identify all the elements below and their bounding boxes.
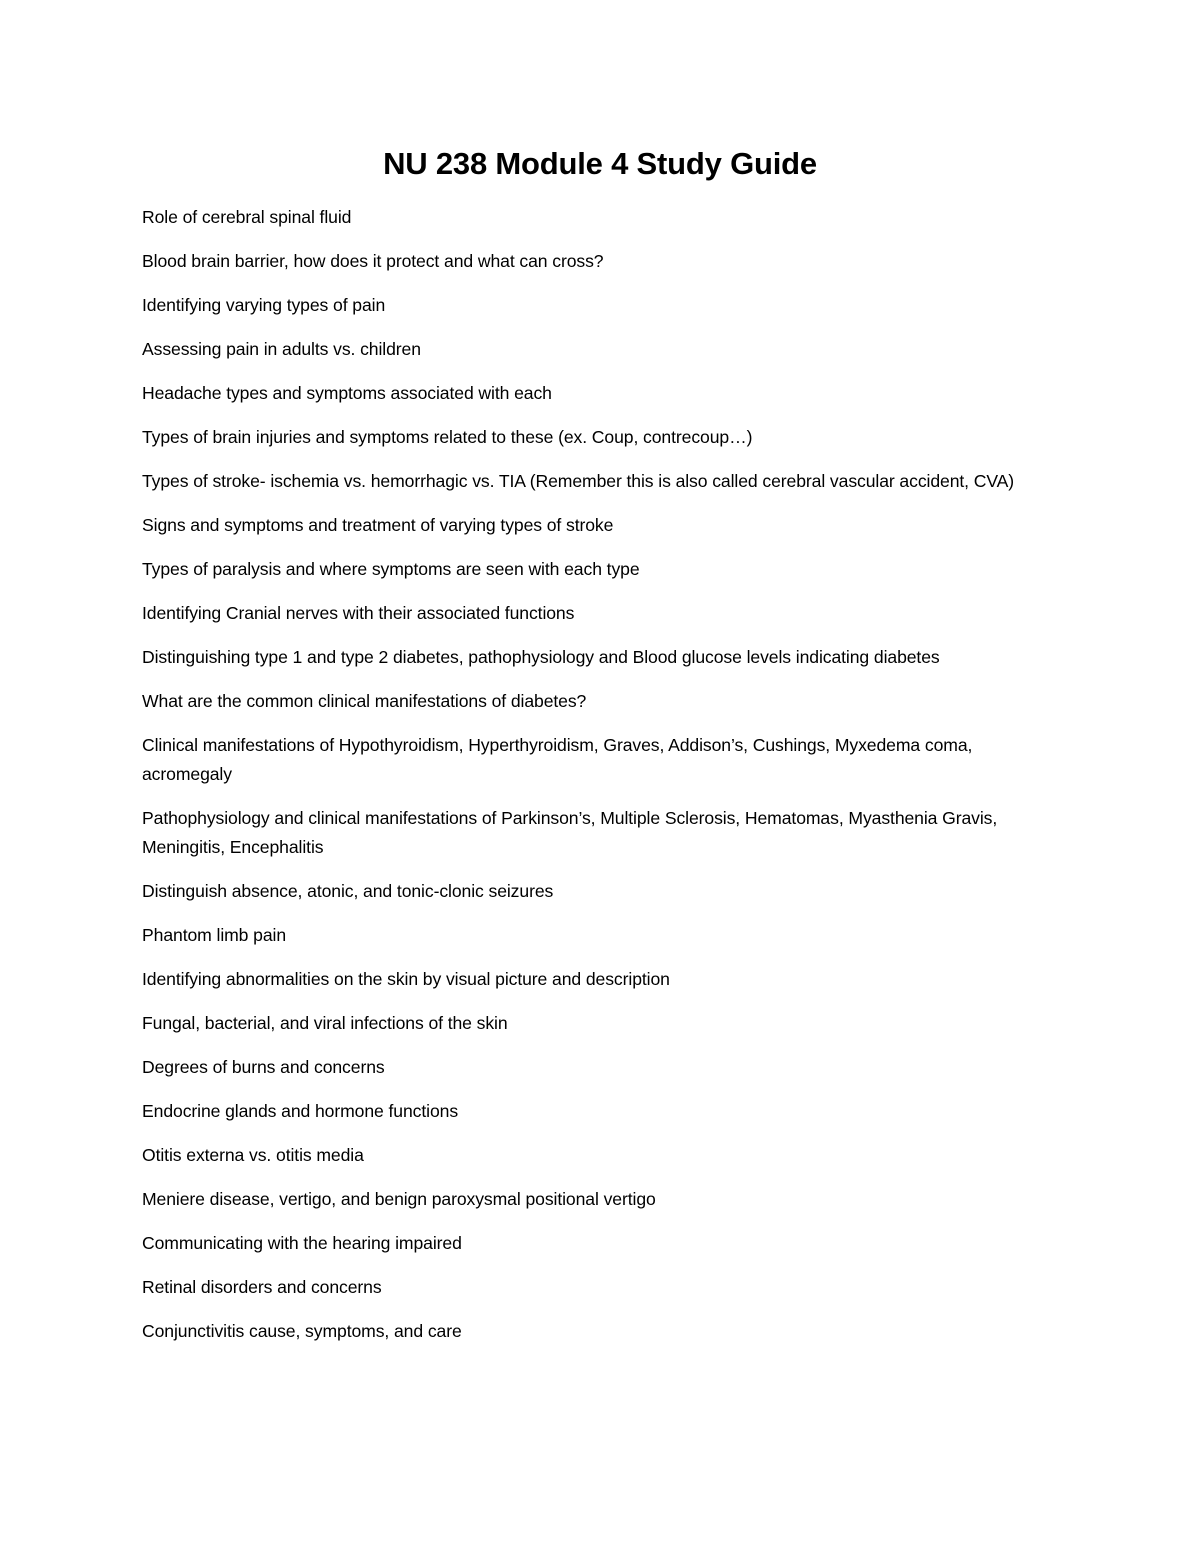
- study-topic-item: Conjunctivitis cause, symptoms, and care: [142, 1321, 462, 1341]
- study-topic-item: Otitis externa vs. otitis media: [142, 1145, 364, 1165]
- study-topic-item: Distinguishing type 1 and type 2 diabetes, pathophysiology and Blood glucose levels indicating diabetes: [142, 647, 940, 667]
- study-topic-item: Endocrine glands and hormone functions: [142, 1101, 459, 1121]
- study-topic-item: Communicating with the hearing impaired: [142, 1233, 462, 1253]
- page-title: NU 238 Module 4 Study Guide: [383, 146, 817, 181]
- study-topic-item: Blood brain barrier, how does it protect and what can cross?: [142, 251, 604, 271]
- study-topic-item: Types of brain injuries and symptoms related to these (ex. Coup, contrecoup…): [142, 427, 753, 447]
- study-topic-item: Pathophysiology and clinical manifestations of Parkinson’s, Multiple Sclerosis, Hematomas, Myasthenia Gravis, Meningitis, Encephalitis: [142, 808, 998, 857]
- study-topic-list: [142, 203, 1062, 1361]
- study-topic-item: Identifying Cranial nerves with their associated functions: [142, 603, 575, 623]
- study-topic-item: What are the common clinical manifestations of diabetes?: [142, 691, 587, 711]
- study-topic-item: Degrees of burns and concerns: [142, 1057, 385, 1077]
- study-topic-item: Clinical manifestations of Hypothyroidism, Hyperthyroidism, Graves, Addison’s, Cushings, Myxedema coma, acromegaly: [142, 735, 973, 784]
- study-topic-item: Types of paralysis and where symptoms are seen with each type: [142, 559, 640, 579]
- study-topic-item: Identifying varying types of pain: [142, 295, 386, 315]
- study-topic-item: Signs and symptoms and treatment of varying types of stroke: [142, 515, 614, 535]
- study-topic-item: Role of cerebral spinal fluid: [142, 207, 352, 227]
- study-topic-item: Meniere disease, vertigo, and benign paroxysmal positional vertigo: [142, 1189, 656, 1209]
- study-topic-item: Identifying abnormalities on the skin by visual picture and description: [142, 969, 670, 989]
- study-topic-item: Fungal, bacterial, and viral infections of the skin: [142, 1013, 508, 1033]
- study-topic-item: Phantom limb pain: [142, 925, 287, 945]
- study-topic-item: Retinal disorders and concerns: [142, 1277, 382, 1297]
- study-topic-item: Distinguish absence, atonic, and tonic-clonic seizures: [142, 881, 554, 901]
- study-topic-item: Assessing pain in adults vs. children: [142, 339, 421, 359]
- study-topic-item: Types of stroke- ischemia vs. hemorrhagic vs. TIA (Remember this is also called cerebral vascular accident, CVA): [142, 471, 1015, 491]
- study-topic-item: Headache types and symptoms associated with each: [142, 383, 552, 403]
